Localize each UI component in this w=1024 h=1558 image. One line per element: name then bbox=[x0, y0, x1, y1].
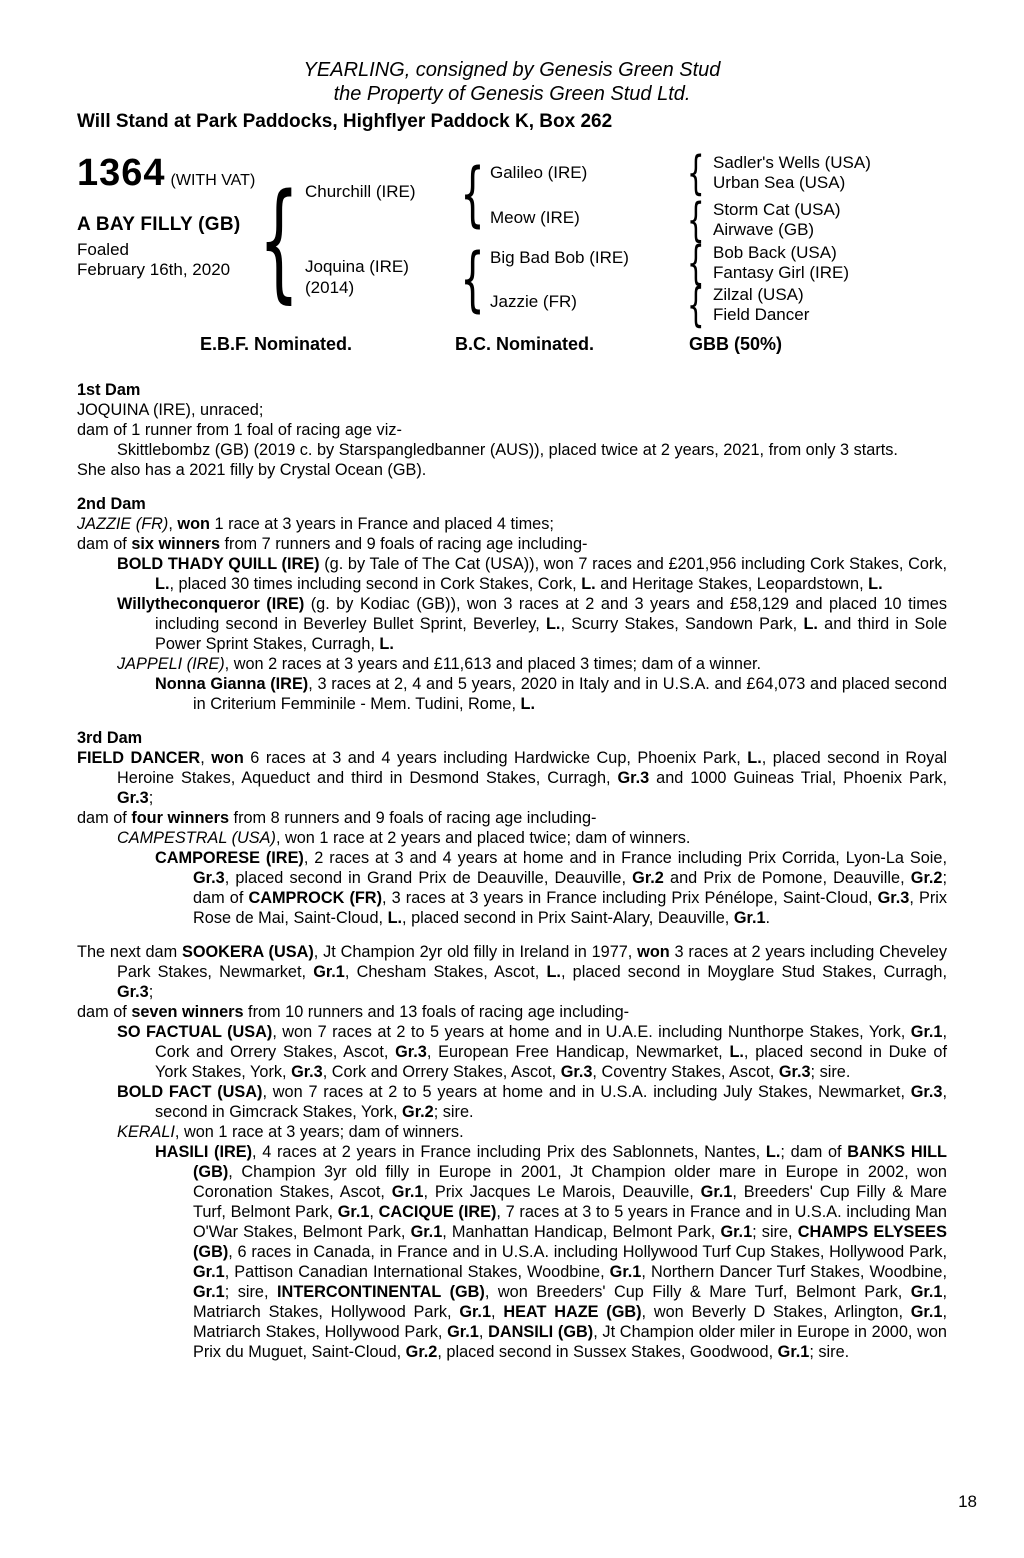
section-heading: 2nd Dam bbox=[77, 495, 146, 513]
text-run: L. bbox=[387, 909, 403, 927]
text-run: , placed second in Prix Saint-Alary, Deauville, bbox=[402, 909, 734, 927]
text-run: , Coventry Stakes, Ascot, bbox=[592, 1063, 779, 1081]
brace-icon: { bbox=[258, 167, 300, 316]
horse-description: A BAY FILLY (GB) bbox=[77, 214, 241, 235]
text-run: , Prix Rose de Mai, Saint-Cloud, bbox=[193, 889, 947, 927]
text-run: SO FACTUAL (USA) bbox=[117, 1023, 273, 1041]
text-run: from 7 runners and 9 foals of racing age including- bbox=[220, 535, 588, 553]
text-run: CHAMPS ELYSEES (GB) bbox=[193, 1223, 947, 1261]
text-run: , Champion 3yr old filly in Europe in 2001, Jt Champion older mare in Europe in 2002, won Coronation Stakes, Ascot, bbox=[193, 1163, 947, 1201]
pedigree-paragraph bbox=[77, 674, 947, 714]
text-run: won bbox=[637, 943, 670, 961]
text-run: , Manhattan Handicap, Belmont Park, bbox=[442, 1223, 721, 1241]
text-run: HEAT HAZE (GB) bbox=[503, 1303, 642, 1321]
text-run: Gr.3 bbox=[560, 1063, 593, 1081]
brace-icon: { bbox=[460, 238, 485, 320]
text-run: , Matriarch Stakes, Hollywood Park, bbox=[193, 1283, 947, 1321]
pedigree-paragraph bbox=[77, 848, 947, 928]
text-run: L. bbox=[803, 615, 818, 633]
text-run: , won 1 race at 3 years; dam of winners. bbox=[174, 1123, 464, 1141]
dam-section bbox=[77, 380, 947, 480]
text-run: Willytheconqueror (IRE) bbox=[117, 595, 305, 613]
pedigree-paragraph bbox=[77, 440, 947, 460]
ancestor-name: Bob Back (USA) bbox=[713, 243, 837, 262]
text-run: , Breeders' Cup Filly & Mare Turf, Belmont Park, bbox=[193, 1183, 947, 1221]
text-run: , placed second in Duke of York Stakes, York, bbox=[155, 1043, 947, 1081]
text-run: and Prix de Pomone, Deauville, bbox=[663, 869, 911, 887]
ancestor-name: Urban Sea (USA) bbox=[713, 173, 846, 192]
sire-sire-name: Galileo (IRE) bbox=[490, 163, 588, 182]
text-run: , 6 races in Canada, in France and in U.S.A. including Hollywood Turf Cup Stakes, Hollywood Park, bbox=[228, 1243, 947, 1261]
text-run: . bbox=[765, 909, 771, 927]
ebf-nominated-note: E.B.F. Nominated. bbox=[200, 334, 353, 354]
brace-icon: { bbox=[687, 278, 705, 332]
text-run: Gr.1 bbox=[910, 1023, 943, 1041]
pedigree-paragraph bbox=[77, 1122, 947, 1142]
bc-nominated-note: B.C. Nominated. bbox=[455, 334, 595, 354]
text-run: and Heritage Stakes, Leopardstown, bbox=[595, 575, 869, 593]
text-run: , Cork and Orrery Stakes, Ascot, bbox=[155, 1023, 947, 1061]
text-run: Nonna Gianna (IRE) bbox=[155, 675, 309, 693]
text-run: The next dam bbox=[77, 943, 182, 961]
ancestor-name: Sadler's Wells (USA) bbox=[713, 153, 871, 172]
sire-name: Churchill (IRE) bbox=[305, 182, 416, 201]
text-run: , Northern Dancer Turf Stakes, Woodbine, bbox=[641, 1263, 947, 1281]
text-run: dam of 1 runner from 1 foal of racing age viz- bbox=[77, 421, 402, 439]
text-run: (g. by Kodiac (GB)), won 3 races at 2 and 3 years and £58,129 and placed 10 times including second in Beverley Bullet Sprint, Beverley, bbox=[155, 595, 947, 633]
text-run: Skittlebombz (GB) (2019 c. by Starspangledbanner (AUS)), placed twice at 2 years, 2021, from only 3 starts. bbox=[117, 441, 898, 459]
vat-note: (WITH VAT) bbox=[170, 172, 256, 189]
text-run: six winners bbox=[131, 535, 220, 553]
text-run: CACIQUE (IRE) bbox=[378, 1203, 497, 1221]
pedigree-paragraph bbox=[77, 1082, 947, 1122]
text-run: , bbox=[168, 515, 178, 533]
consignor-line: YEARLING, consigned by Genesis Green Stud bbox=[303, 59, 721, 81]
text-run: ; sire. bbox=[433, 1103, 474, 1121]
text-run: dam of bbox=[77, 535, 132, 553]
pedigree-paragraph bbox=[77, 400, 947, 420]
text-run: Gr.1 bbox=[733, 909, 766, 927]
text-run: ; sire, bbox=[752, 1223, 798, 1241]
stand-location-line: Will Stand at Park Paddocks, Highflyer Paddock K, Box 262 bbox=[77, 111, 613, 132]
text-run: , 7 races at 3 to 5 years in France and in U.S.A. including Man O'War Stakes, Belmont Park, bbox=[193, 1203, 947, 1241]
text-run: , won 7 races at 2 to 5 years at home and in U.A.E. including Nunthorpe Stakes, York, bbox=[272, 1023, 911, 1041]
text-run: JAZZIE (FR) bbox=[77, 515, 169, 533]
text-run: seven winners bbox=[131, 1003, 244, 1021]
dam-section bbox=[77, 494, 947, 714]
pedigree-paragraph bbox=[77, 828, 947, 848]
pedigree-paragraph bbox=[77, 554, 947, 594]
pedigree-paragraph bbox=[77, 1142, 947, 1362]
text-run: , second in Gimcrack Stakes, York, bbox=[155, 1083, 947, 1121]
text-run: , Pattison Canadian International Stakes, Woodbine, bbox=[224, 1263, 610, 1281]
pedigree-paragraph bbox=[77, 460, 947, 480]
text-run: Gr.2 bbox=[910, 869, 943, 887]
brace-icon: { bbox=[460, 153, 485, 235]
text-run: , placed second in Royal Heroine Stakes, Aqueduct and third in Desmond Stakes, Curragh, bbox=[117, 749, 947, 787]
text-run: ; bbox=[148, 789, 154, 807]
text-run: HASILI (IRE) bbox=[155, 1143, 253, 1161]
text-run: Gr.1 bbox=[910, 1303, 943, 1321]
text-run: SOOKERA (USA) bbox=[181, 943, 314, 961]
pedigree-paragraph bbox=[77, 748, 947, 808]
text-run: L. bbox=[545, 615, 561, 633]
ancestor-name: Airwave (GB) bbox=[713, 220, 815, 239]
text-run: Gr.3 bbox=[877, 889, 910, 907]
text-run: Gr.3 bbox=[193, 869, 225, 887]
text-run: Gr.2 bbox=[402, 1103, 434, 1121]
text-run: CAMPORESE (IRE) bbox=[155, 849, 304, 867]
foaled-date: February 16th, 2020 bbox=[77, 260, 231, 279]
page-content bbox=[77, 0, 947, 1362]
text-run: Gr.1 bbox=[337, 1203, 370, 1221]
text-run: , won Beverly D Stakes, Arlington, bbox=[641, 1303, 911, 1321]
pedigree-paragraph bbox=[77, 942, 947, 1002]
lot-line bbox=[77, 152, 255, 195]
text-run: dam of bbox=[77, 1003, 132, 1021]
text-run: Gr.1 bbox=[609, 1263, 642, 1281]
text-run: Gr.1 bbox=[447, 1323, 479, 1341]
text-run: BOLD FACT (USA) bbox=[117, 1083, 263, 1101]
text-run: , 3 races at 2, 4 and 5 years, 2020 in Italy and in U.S.A. and £64,073 and placed second in Criterium Femminile - Mem. Tudini, Rome, bbox=[193, 675, 947, 713]
pedigree-paragraph bbox=[77, 594, 947, 654]
pedigree-paragraph bbox=[77, 534, 947, 554]
pedigree-paragraph bbox=[77, 420, 947, 440]
text-run: dam of bbox=[77, 809, 132, 827]
text-run: , Matriarch Stakes, Hollywood Park, bbox=[193, 1303, 947, 1341]
text-run: , placed second in Grand Prix de Deauville, Deauville, bbox=[224, 869, 633, 887]
section-heading: 1st Dam bbox=[77, 381, 141, 399]
text-run: , won 1 race at 2 years and placed twice; dam of winners. bbox=[275, 829, 691, 847]
pedigree-table bbox=[77, 146, 947, 364]
text-run: Gr.3 bbox=[117, 983, 149, 1001]
dam-sire-name: Big Bad Bob (IRE) bbox=[490, 248, 629, 267]
text-run: DANSILI (GB) bbox=[488, 1323, 594, 1341]
page-header bbox=[77, 0, 947, 134]
text-run: ; sire, bbox=[224, 1283, 278, 1301]
text-run: won bbox=[177, 515, 210, 533]
pedigree-paragraph bbox=[77, 1022, 947, 1082]
text-run: four winners bbox=[131, 809, 230, 827]
text-run: , Jt Champion older miler in Europe in 2000, won Prix du Muguet, Saint-Cloud, bbox=[193, 1323, 947, 1361]
lot-number: 1364 bbox=[77, 152, 166, 194]
text-run: BOLD THADY QUILL (IRE) bbox=[117, 555, 320, 573]
text-run: , European Free Handicap, Newmarket, bbox=[426, 1043, 730, 1061]
brace-icon: { bbox=[687, 146, 705, 200]
text-run: Gr.3 bbox=[778, 1063, 811, 1081]
text-run: ; sire. bbox=[809, 1343, 850, 1361]
text-run: BANKS HILL (GB) bbox=[193, 1143, 947, 1181]
property-line: the Property of Genesis Green Stud Ltd. bbox=[333, 83, 691, 105]
text-run: She also has a 2021 filly by Crystal Ocean (GB). bbox=[77, 461, 427, 479]
text-run: Gr.1 bbox=[313, 963, 345, 981]
text-run: FIELD DANCER bbox=[77, 749, 201, 767]
text-run: , won Breeders' Cup Filly & Mare Turf, Belmont Park, bbox=[484, 1283, 911, 1301]
text-run: Gr.3 bbox=[291, 1063, 323, 1081]
dam-year: (2014) bbox=[305, 278, 355, 297]
pedigree-paragraph bbox=[77, 1002, 947, 1022]
text-run: ; bbox=[148, 983, 154, 1001]
text-run: , Prix Jacques Le Marois, Deauville, bbox=[423, 1183, 701, 1201]
text-run: , won 7 races at 2 to 5 years at home and in U.S.A. including July Stakes, Newmarket, bbox=[262, 1083, 911, 1101]
text-run: , placed second in Sussex Stakes, Goodwood, bbox=[437, 1343, 778, 1361]
foaled-label: Foaled bbox=[77, 240, 129, 259]
text-run: CAMPESTRAL (USA) bbox=[117, 829, 276, 847]
text-run: Gr.1 bbox=[193, 1263, 225, 1281]
text-run: Gr.2 bbox=[632, 869, 664, 887]
text-run: (g. by Tale of The Cat (USA)), won 7 races and £201,956 including Cork Stakes, Cork, bbox=[319, 555, 947, 573]
text-run: Gr.1 bbox=[459, 1303, 492, 1321]
text-run: , placed second in Moyglare Stud Stakes, Curragh, bbox=[560, 963, 947, 981]
ancestor-name: Storm Cat (USA) bbox=[713, 200, 841, 219]
ancestor-name: Field Dancer bbox=[713, 305, 810, 324]
text-run: Gr.3 bbox=[910, 1083, 943, 1101]
text-run: Gr.1 bbox=[777, 1343, 810, 1361]
text-run: L. bbox=[546, 963, 561, 981]
text-run: and 1000 Guineas Trial, Phoenix Park, bbox=[649, 769, 947, 787]
dam-section bbox=[77, 728, 947, 928]
text-run: L. bbox=[155, 575, 170, 593]
text-run: L. bbox=[747, 749, 762, 767]
text-run: from 10 runners and 13 foals of racing age including- bbox=[243, 1003, 630, 1021]
text-run: ; dam of bbox=[780, 1143, 848, 1161]
text-run: , Jt Champion 2yr old filly in Ireland in 1977, bbox=[313, 943, 638, 961]
text-run: Gr.3 bbox=[617, 769, 650, 787]
text-run: Gr.1 bbox=[410, 1223, 443, 1241]
text-run: , placed 30 times including second in Cork Stakes, Cork, bbox=[169, 575, 582, 593]
text-run: , Scurry Stakes, Sandown Park, bbox=[560, 615, 804, 633]
text-run: Gr.1 bbox=[193, 1283, 225, 1301]
text-run: , Chesham Stakes, Ascot, bbox=[344, 963, 547, 981]
brace-icon: { bbox=[687, 236, 705, 290]
text-run: 1 race at 3 years in France and placed 4 times; bbox=[209, 515, 554, 533]
brace-icon: { bbox=[687, 193, 705, 247]
gbb-note: GBB (50%) bbox=[689, 334, 783, 354]
text-run: , bbox=[478, 1323, 489, 1341]
text-run: Gr.3 bbox=[395, 1043, 427, 1061]
text-run: L. bbox=[729, 1043, 744, 1061]
text-run: L. bbox=[868, 575, 883, 593]
text-run: Gr.1 bbox=[910, 1283, 943, 1301]
dam-section bbox=[77, 942, 947, 1362]
text-run: L. bbox=[520, 695, 535, 713]
text-run: from 8 runners and 9 foals of racing age including- bbox=[229, 809, 597, 827]
text-run: Gr.3 bbox=[117, 789, 149, 807]
text-run: L. bbox=[765, 1143, 781, 1161]
text-run: JAPPELI (IRE) bbox=[117, 655, 225, 673]
pedigree-paragraph bbox=[77, 514, 947, 534]
text-run: , won 2 races at 3 years and £11,613 and placed 3 times; dam of a winner. bbox=[224, 655, 762, 673]
text-run: , 2 races at 3 and 4 years at home and in France including Prix Corrida, Lyon-La Soie, bbox=[303, 849, 948, 867]
text-run: INTERCONTINENTAL (GB) bbox=[277, 1283, 485, 1301]
text-run: , bbox=[200, 749, 212, 767]
text-run: , Cork and Orrery Stakes, Ascot, bbox=[322, 1063, 561, 1081]
dam-name: Joquina (IRE) bbox=[305, 257, 409, 276]
text-run: ; sire. bbox=[810, 1063, 851, 1081]
ancestor-name: Zilzal (USA) bbox=[713, 285, 804, 304]
text-run: 3 races at 2 years including Cheveley Park Stakes, Newmarket, bbox=[117, 943, 947, 981]
text-run: Gr.2 bbox=[405, 1343, 438, 1361]
text-run: , bbox=[369, 1203, 379, 1221]
text-run: L. bbox=[379, 635, 394, 653]
text-run: Gr.1 bbox=[700, 1183, 733, 1201]
text-run: Gr.1 bbox=[391, 1183, 424, 1201]
text-run: 6 races at 3 and 4 years including Hardwicke Cup, Phoenix Park, bbox=[243, 749, 748, 767]
pedigree-paragraph bbox=[77, 808, 947, 828]
text-run: , bbox=[491, 1303, 504, 1321]
text-run: , 4 races at 2 years in France including Prix des Sablonnets, Nantes, bbox=[252, 1143, 766, 1161]
text-run: Gr.1 bbox=[720, 1223, 753, 1241]
pedigree-details bbox=[77, 380, 947, 1362]
text-run: CAMPROCK (FR) bbox=[248, 889, 382, 907]
section-heading: 3rd Dam bbox=[77, 729, 143, 747]
text-run: won bbox=[211, 749, 244, 767]
ancestor-name: Fantasy Girl (IRE) bbox=[713, 263, 850, 282]
text-run: JOQUINA (IRE), unraced; bbox=[77, 401, 264, 419]
text-run: , 3 races at 3 years in France including Prix Pénélope, Saint-Cloud, bbox=[382, 889, 878, 907]
text-run: L. bbox=[581, 575, 596, 593]
text-run: ; dam of bbox=[193, 869, 947, 907]
pedigree-paragraph bbox=[77, 654, 947, 674]
text-run: and third in Sole Power Sprint Stakes, Curragh, bbox=[155, 615, 947, 653]
sire-dam-name: Meow (IRE) bbox=[490, 208, 580, 227]
page-number: 18 bbox=[958, 1492, 977, 1511]
dam-dam-name: Jazzie (FR) bbox=[490, 292, 577, 311]
text-run: KERALI bbox=[117, 1123, 175, 1141]
